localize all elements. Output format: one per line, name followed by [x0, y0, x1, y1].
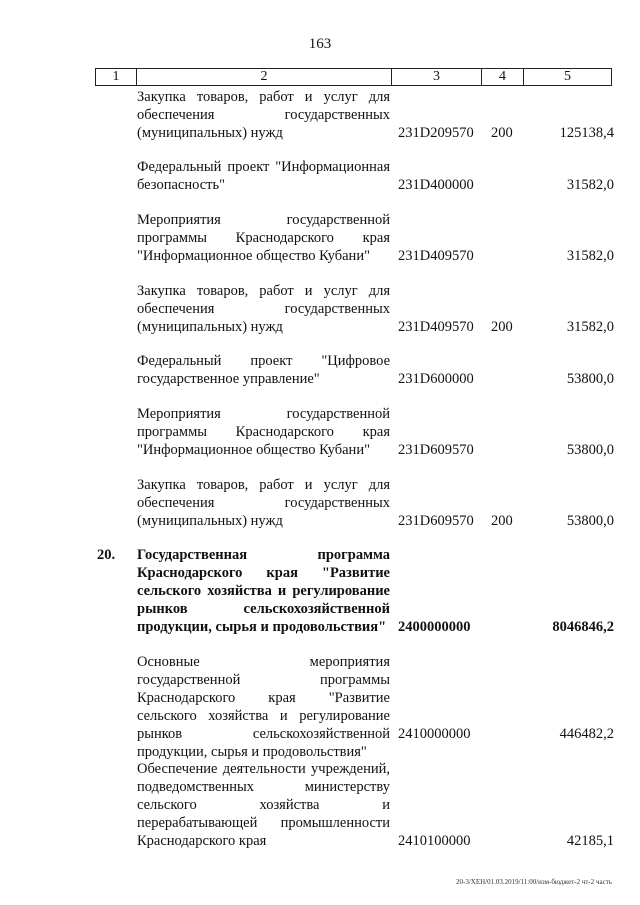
row-code: 231D409570 — [398, 319, 474, 335]
row-amount: 53800,0 — [566, 442, 614, 458]
row-code: 231D400000 — [398, 177, 474, 193]
row-name: Мероприятия государственной программы Краснодарского края "Информационное общество Кубани" — [137, 212, 390, 264]
row-amount: 53800,0 — [566, 513, 614, 529]
row-name: Закупка товаров, работ и услуг для обеспечения государственных (муниципальных) нужд — [137, 283, 390, 335]
page-number: 163 — [308, 36, 332, 52]
column-header-3: 3 — [392, 69, 482, 85]
row-name: Государственная программа Краснодарского края "Развитие сельского хозяйства и регулирование рынков сельскохозяйственной продукции, сырья и продовольствия" — [137, 547, 390, 635]
row-amount: 31582,0 — [566, 319, 614, 335]
row-amount: 53800,0 — [566, 371, 614, 387]
row-name: Обеспечение деятельности учреждений, подведомственных министерству сельского хозяйства и перерабатывающей промышленности Краснодарского края — [137, 761, 390, 849]
row-code: 231D609570 — [398, 442, 474, 458]
column-header-5: 5 — [564, 69, 571, 84]
row-code: 2400000000 — [398, 619, 471, 635]
row-number: 20. — [97, 547, 116, 563]
row-name: Федеральный проект "Информационная безопасность" — [137, 159, 390, 193]
row-name: Закупка товаров, работ и услуг для обеспечения государственных (муниципальных) нужд — [137, 477, 390, 529]
row-code: 2410100000 — [398, 833, 471, 849]
row-type: 200 — [491, 513, 513, 529]
row-amount: 125138,4 — [559, 125, 614, 141]
column-header-row — [95, 68, 612, 86]
row-amount: 8046846,2 — [552, 619, 614, 635]
row-name: Основные мероприятия государственной программы Краснодарского края "Развитие сельского хозяйства и регулирование рынков сельскохозяйственной продукции, сырья и продовольствия" — [137, 654, 390, 760]
row-amount: 31582,0 — [566, 177, 614, 193]
row-code: 231D209570 — [398, 125, 474, 141]
row-amount: 42185,1 — [566, 833, 614, 849]
row-type: 200 — [491, 319, 513, 335]
row-amount: 446482,2 — [559, 726, 614, 742]
row-type: 200 — [491, 125, 513, 141]
row-code: 2410000000 — [398, 726, 471, 742]
row-name: Закупка товаров, работ и услуг для обеспечения государственных (муниципальных) нужд — [137, 89, 390, 141]
row-amount: 31582,0 — [566, 248, 614, 264]
row-name: Мероприятия государственной программы Краснодарского края "Информационное общество Кубани" — [137, 406, 390, 458]
footer-note: 20-3/ХЕН/01.03.2019/11:00/изм-бюджет-2 чт-2 часть — [456, 878, 612, 886]
row-code: 231D600000 — [398, 371, 474, 387]
row-code: 231D609570 — [398, 513, 474, 529]
column-header-4: 4 — [482, 69, 524, 85]
row-name: Федеральный проект "Цифровое государственное управление" — [137, 353, 390, 387]
column-header-2: 2 — [137, 69, 392, 85]
row-code: 231D409570 — [398, 248, 474, 264]
column-header-1: 1 — [96, 69, 137, 85]
